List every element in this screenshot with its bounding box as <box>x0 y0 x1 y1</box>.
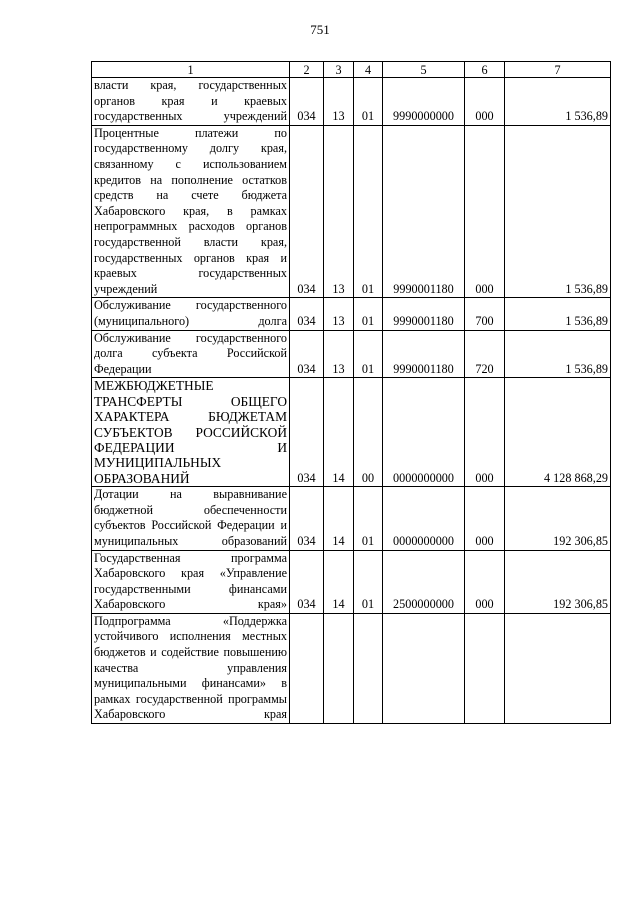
target-article-cell: 0000000000 <box>383 487 465 550</box>
table-row <box>92 78 611 126</box>
row-name-cell: Обслуживание государственного (муниципального) долга <box>92 298 290 330</box>
admin-code-cell: 034 <box>290 378 324 487</box>
table-row <box>92 125 611 298</box>
expense-type-cell: 000 <box>465 78 505 126</box>
expense-type-cell: 000 <box>465 125 505 298</box>
target-article-cell: 9990001180 <box>383 125 465 298</box>
row-name-cell: Процентные платежи по государственному долгу края, связанному с использованием кредитов на пополнение остатков средств на счете бюджета Хабаровского края, в рамках непрограммных расходов органов государственной власти края, государственных органов края и краевых государственных учреждений <box>92 125 290 298</box>
subsection-cell: 00 <box>354 378 383 487</box>
subsection-cell: 01 <box>354 78 383 126</box>
amount-cell: 1 536,89 <box>505 78 611 126</box>
admin-code-cell: 034 <box>290 298 324 330</box>
row-name-cell: Подпрограмма «Поддержка устойчивого исполнения местных бюджетов и содействие повышению качества управления муниципальными финансами» в рамках государственной программы Хабаровского края <box>92 613 290 723</box>
expense-type-cell: 720 <box>465 330 505 378</box>
admin-code-cell: 034 <box>290 550 324 613</box>
budget-table <box>91 61 611 724</box>
row-name-cell: власти края, государственных органов края и краевых государственных учреждений <box>92 78 290 126</box>
target-article-cell: 9990000000 <box>383 78 465 126</box>
page-number: 751 <box>310 22 330 37</box>
amount-cell: 1 536,89 <box>505 330 611 378</box>
header-col-5: 5 <box>383 62 465 78</box>
amount-cell <box>505 613 611 723</box>
subsection-cell: 01 <box>354 550 383 613</box>
table-row <box>92 298 611 330</box>
amount-cell: 1 536,89 <box>505 125 611 298</box>
row-name-cell: МЕЖБЮДЖЕТНЫЕ ТРАНСФЕРТЫ ОБЩЕГО ХАРАКТЕРА БЮДЖЕТАМ СУБЪЕКТОВ РОССИЙСКОЙ ФЕДЕРАЦИИ И МУНИЦИПАЛЬНЫХ ОБРАЗОВАНИЙ <box>92 378 290 487</box>
expense-type-cell <box>465 613 505 723</box>
amount-cell: 192 306,85 <box>505 550 611 613</box>
subsection-cell <box>354 613 383 723</box>
amount-cell: 192 306,85 <box>505 487 611 550</box>
expense-type-cell: 000 <box>465 378 505 487</box>
header-col-4: 4 <box>354 62 383 78</box>
header-row <box>92 62 611 78</box>
admin-code-cell: 034 <box>290 487 324 550</box>
target-article-cell: 9990001180 <box>383 298 465 330</box>
table-row <box>92 487 611 550</box>
target-article-cell: 2500000000 <box>383 550 465 613</box>
subsection-cell: 01 <box>354 330 383 378</box>
row-name-cell: Государственная программа Хабаровского края «Управление государственными финансами Хабаровского края» <box>92 550 290 613</box>
amount-cell: 1 536,89 <box>505 298 611 330</box>
header-col-1: 1 <box>92 62 290 78</box>
expense-type-cell: 000 <box>465 487 505 550</box>
expense-type-cell: 700 <box>465 298 505 330</box>
section-cell: 13 <box>324 125 354 298</box>
subsection-cell: 01 <box>354 125 383 298</box>
section-cell: 13 <box>324 330 354 378</box>
table-row <box>92 330 611 378</box>
amount-cell: 4 128 868,29 <box>505 378 611 487</box>
table-header <box>92 62 611 78</box>
row-name-cell: Обслуживание государственного долга субъекта Российской Федерации <box>92 330 290 378</box>
row-name-cell: Дотации на выравнивание бюджетной обеспеченности субъектов Российской Федерации и муниципальных образований <box>92 487 290 550</box>
subsection-cell: 01 <box>354 298 383 330</box>
table-body <box>92 78 611 724</box>
section-cell: 13 <box>324 78 354 126</box>
admin-code-cell: 034 <box>290 78 324 126</box>
admin-code-cell: 034 <box>290 125 324 298</box>
header-col-6: 6 <box>465 62 505 78</box>
subsection-cell: 01 <box>354 487 383 550</box>
header-col-3: 3 <box>324 62 354 78</box>
target-article-cell: 0000000000 <box>383 378 465 487</box>
expense-type-cell: 000 <box>465 550 505 613</box>
target-article-cell: 9990001180 <box>383 330 465 378</box>
header-col-2: 2 <box>290 62 324 78</box>
table-row <box>92 378 611 487</box>
section-cell: 14 <box>324 487 354 550</box>
section-cell: 14 <box>324 378 354 487</box>
admin-code-cell <box>290 613 324 723</box>
target-article-cell <box>383 613 465 723</box>
table-row <box>92 550 611 613</box>
header-col-7: 7 <box>505 62 611 78</box>
admin-code-cell: 034 <box>290 330 324 378</box>
section-cell: 14 <box>324 550 354 613</box>
section-cell <box>324 613 354 723</box>
table-row <box>92 613 611 723</box>
section-cell: 13 <box>324 298 354 330</box>
